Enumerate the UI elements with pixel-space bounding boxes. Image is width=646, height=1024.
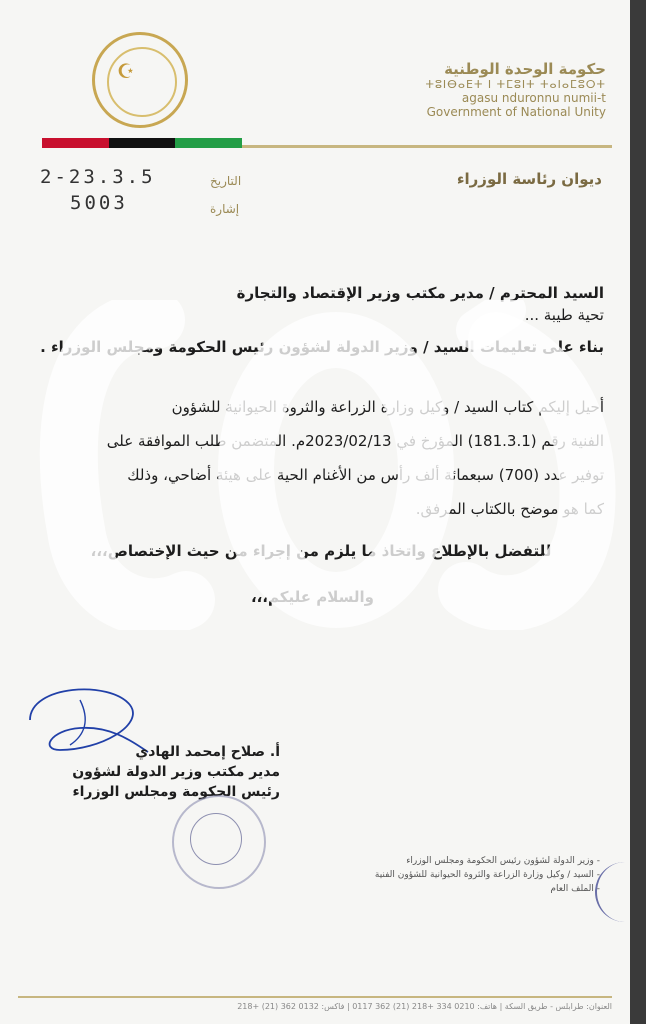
gov-name-latin: agasu nduronnu numii-t bbox=[461, 91, 606, 105]
body-line: بناء على تعليمات السيد / وزير الدولة لشؤون رئيس الحكومة ومجلس الوزراء . bbox=[40, 338, 604, 356]
letterhead bbox=[346, 60, 606, 119]
official-stamp-inner bbox=[190, 813, 242, 865]
copy-item: - السيد / وكيل وزارة الزراعة والثروة الحيوانية للشؤون الفنية bbox=[374, 870, 600, 880]
closing: والسلام عليكم،،، bbox=[250, 588, 374, 606]
body-line: كما هو موضح بالكتاب المرفق. bbox=[415, 500, 604, 518]
addressee: السيد المحترم / مدير مكتب وزير الإقتصاد والتجارة bbox=[236, 284, 604, 302]
copy-item: - الملف العام bbox=[550, 884, 600, 894]
body-line: أحيل إليكم كتاب السيد / وكيل وزارة الزراعة والثروة الحيوانية للشؤون bbox=[171, 398, 604, 416]
gov-name-tifinagh: ⵜⵓⵏⴱⴰⴹⵜ ⵏ ⵜⵎⵓⵏⵜ ⵜⴰⵏⴰⵎⵓⵔⵜ bbox=[425, 78, 606, 91]
signature-block bbox=[20, 742, 280, 802]
copies-list bbox=[360, 854, 600, 896]
header-rule bbox=[242, 145, 612, 148]
body-line: الفنية رقم (181.3.1) المؤرخ في 2023/02/13م. المتضمن طلب الموافقة على bbox=[106, 432, 604, 450]
letter-body bbox=[38, 282, 604, 608]
reference-value: 5003 bbox=[70, 192, 128, 214]
body-line: توفير عدد (700) سبعمائة ألف رأس من الأغنام الحية على هيئة أضاحي، وذلك bbox=[127, 466, 604, 484]
footer-contact: العنوان: طرابلس - طريق السكة | هاتف: 0210 334 +218 (21) 362 0117 | فاكس: 0132 362 (21) +218 bbox=[237, 1002, 612, 1011]
reference-label: إشارة bbox=[210, 202, 240, 216]
request-line: للتفضل بالإطلاع واتخاذ ما يلزم من إجراء من حيث الإختصاص،،، bbox=[90, 542, 552, 560]
signer-title: مدير مكتب وزير الدولة لشؤون bbox=[72, 764, 280, 780]
crescent-star-icon: ☪ bbox=[117, 59, 135, 83]
gov-name-english: Government of National Unity bbox=[426, 105, 606, 119]
signer-title: رئيس الحكومة ومجلس الوزراء bbox=[72, 784, 280, 800]
footer-rule bbox=[18, 996, 612, 998]
government-seal bbox=[92, 32, 188, 128]
greeting: تحية طيبة ... bbox=[524, 306, 604, 324]
office-title: ديوان رئاسة الوزراء bbox=[456, 170, 602, 188]
gov-name-arabic: حكومة الوحدة الوطنية bbox=[444, 60, 606, 78]
date-value: 2-23.3.5 bbox=[40, 166, 156, 188]
date-label: التاريخ bbox=[210, 174, 242, 188]
flag-color-bar bbox=[42, 138, 242, 148]
side-stamp-mark bbox=[595, 862, 630, 922]
copy-item: - وزير الدولة لشؤون رئيس الحكومة ومجلس الوزراء bbox=[406, 856, 600, 866]
signer-name: أ. صلاح إمحمد الهادي bbox=[135, 744, 280, 760]
